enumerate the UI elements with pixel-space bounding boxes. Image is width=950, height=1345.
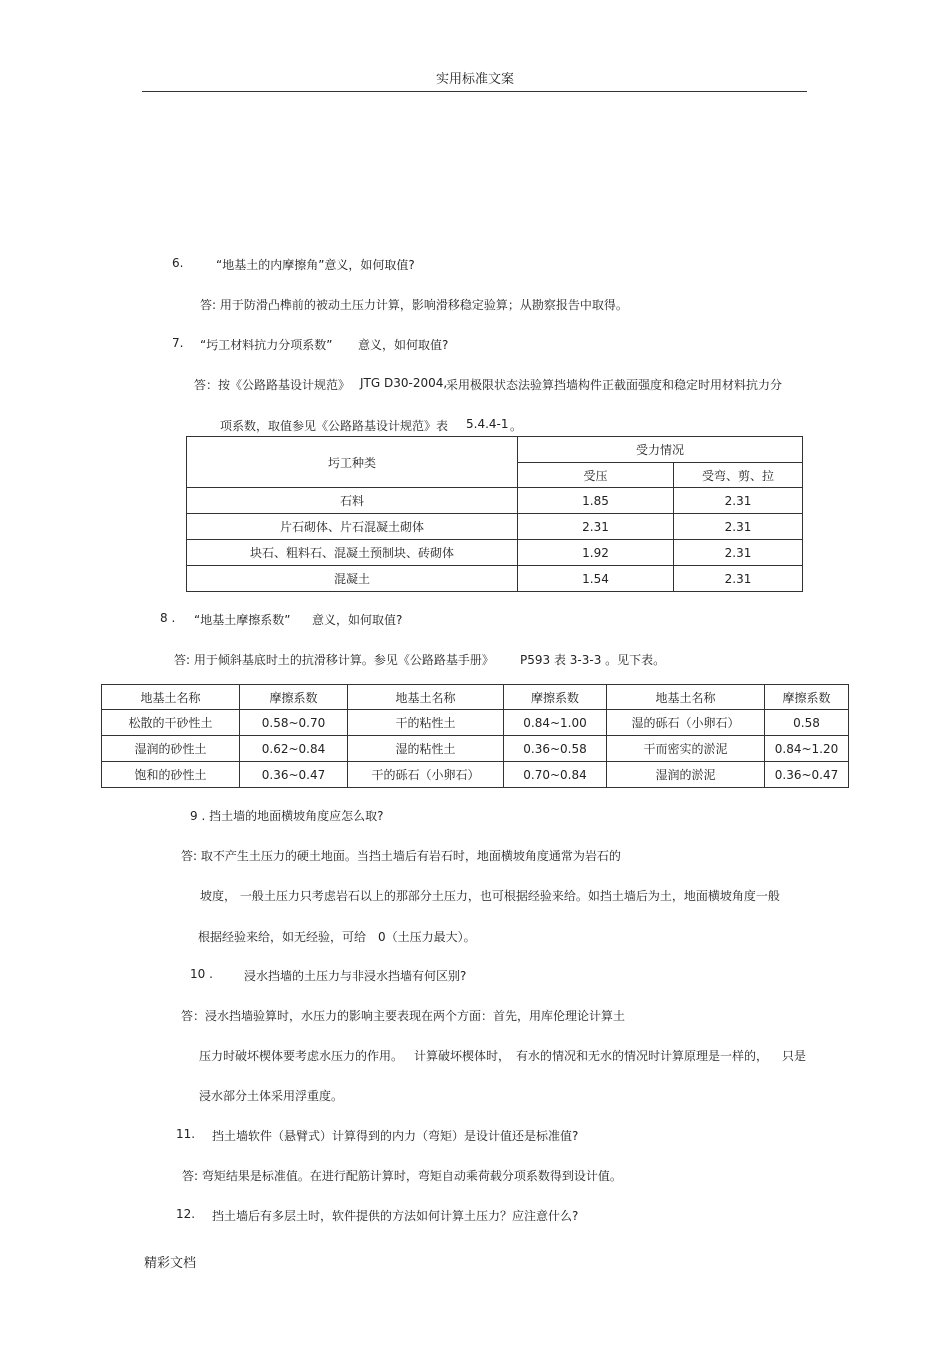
soil-name-cell: 饱和的砂性土 bbox=[102, 762, 240, 788]
q10-answer-line2c: 有水的情况和无水的情况时计算原理是一样的， bbox=[516, 1049, 769, 1063]
soil-name-cell: 湿的砾石（小卵石） bbox=[607, 710, 765, 736]
q9-answer-line1: 答: 取不产生土压力的硬土地面。当挡土墙后有岩石时，地面横坡角度通常为岩石的 bbox=[181, 849, 621, 863]
table-header-soil-name: 地基土名称 bbox=[102, 685, 240, 710]
table-header-load-condition: 受力情况 bbox=[518, 437, 803, 463]
soil-name-cell: 湿润的淤泥 bbox=[607, 762, 765, 788]
table-header-soil-name: 地基土名称 bbox=[607, 685, 765, 710]
q7-answer-line2c: 。 bbox=[510, 419, 523, 433]
friction-value-cell: 0.36~0.47 bbox=[765, 762, 849, 788]
friction-value-cell: 0.58~0.70 bbox=[240, 710, 348, 736]
masonry-type-cell: 块石、粗料石、混凝土预制块、砖砌体 bbox=[187, 540, 518, 566]
q6-question: “地基土的内摩擦角”意义，如何取值? bbox=[216, 258, 415, 272]
q8-answer-b: P593 表 3-3-3 。见下表。 bbox=[520, 653, 666, 667]
q7-question-a: “圬工材料抗力分项系数” bbox=[200, 338, 333, 352]
soil-name-cell: 干的砾石（小卵石） bbox=[348, 762, 504, 788]
soil-name-cell: 湿的粘性土 bbox=[348, 736, 504, 762]
bending-value-cell: 2.31 bbox=[674, 566, 803, 592]
bending-value-cell: 2.31 bbox=[674, 540, 803, 566]
q10-answer-line2a: 压力时破坏楔体要考虑水压力的作用。 bbox=[199, 1049, 404, 1063]
table-row bbox=[102, 762, 849, 788]
friction-coefficient-table bbox=[101, 684, 849, 788]
compression-value-cell: 2.31 bbox=[518, 514, 674, 540]
q9-answer-line2: 坡度， 一般土压力只考虑岩石以上的那部分土压力，也可根据经验来给。如挡土墙后为土，地面横坡角度一般 bbox=[200, 889, 780, 903]
q10-answer-line2b: 计算破坏楔体时， bbox=[414, 1049, 511, 1063]
friction-value-cell: 0.36~0.47 bbox=[240, 762, 348, 788]
q9-question: 9 . 挡土墙的地面横坡角度应怎么取? bbox=[190, 809, 384, 823]
q8-question-b: 意义，如何取值? bbox=[312, 613, 403, 627]
q8-question-a: “地基土摩擦系数” bbox=[194, 613, 291, 627]
compression-value-cell: 1.85 bbox=[518, 488, 674, 514]
q7-answer-line2a: 项系数，取值参见《公路路基设计规范》表 bbox=[220, 419, 449, 433]
friction-value-cell: 0.62~0.84 bbox=[240, 736, 348, 762]
q10-answer-line3: 浸水部分土体采用浮重度。 bbox=[199, 1089, 344, 1103]
soil-name-cell: 干的粘性土 bbox=[348, 710, 504, 736]
table-header-friction: 摩擦系数 bbox=[504, 685, 607, 710]
soil-name-cell: 松散的干砂性土 bbox=[102, 710, 240, 736]
q11-number: 11. bbox=[176, 1127, 196, 1141]
friction-value-cell: 0.58 bbox=[765, 710, 849, 736]
table-header-masonry-type: 圬工种类 bbox=[187, 437, 518, 488]
table-header-friction: 摩擦系数 bbox=[240, 685, 348, 710]
q12-number: 12. bbox=[176, 1207, 196, 1221]
q7-answer-line1c: 采用极限状态法验算挡墙构件正截面强度和稳定时用材料抗力分 bbox=[446, 378, 783, 392]
q8-number: 8 . bbox=[160, 611, 176, 625]
q10-answer-line2d: 只是 bbox=[782, 1049, 807, 1063]
compression-value-cell: 1.54 bbox=[518, 566, 674, 592]
q7-answer-line2b: 5.4.4-1 bbox=[466, 417, 509, 431]
q6-answer: 答: 用于防滑凸榫前的被动土压力计算，影响滑移稳定验算；从勘察报告中取得。 bbox=[200, 298, 628, 312]
masonry-type-cell: 石料 bbox=[187, 488, 518, 514]
q8-answer-a: 答: 用于倾斜基底时土的抗滑移计算。参见《公路路基手册》 bbox=[174, 653, 494, 667]
masonry-type-cell: 片石砌体、片石混凝土砌体 bbox=[187, 514, 518, 540]
friction-value-cell: 0.70~0.84 bbox=[504, 762, 607, 788]
header-rule bbox=[142, 91, 807, 92]
q11-answer: 答: 弯矩结果是标准值。在进行配筋计算时，弯矩自动乘荷载分项系数得到设计值。 bbox=[182, 1169, 622, 1183]
table-row bbox=[102, 736, 849, 762]
q11-question: 挡土墙软件（悬臂式）计算得到的内力（弯矩）是设计值还是标准值? bbox=[212, 1129, 579, 1143]
q7-answer-line1b: JTG D30-2004, bbox=[360, 376, 448, 390]
q9-answer-line3a: 根据经验来给，如无经验，可给 bbox=[198, 930, 367, 944]
q10-question: 浸水挡墙的土压力与非浸水挡墙有何区别? bbox=[244, 969, 467, 983]
q7-question-b: 意义，如何取值? bbox=[358, 338, 449, 352]
soil-name-cell: 湿润的砂性土 bbox=[102, 736, 240, 762]
table-header-friction: 摩擦系数 bbox=[765, 685, 849, 710]
q6-number: 6. bbox=[172, 256, 184, 270]
table-header-bending: 受弯、剪、拉 bbox=[674, 463, 803, 488]
q9-answer-line3b: 0（土压力最大）。 bbox=[378, 930, 476, 944]
table-row bbox=[187, 488, 803, 514]
page-footer: 精彩文档 bbox=[144, 1256, 197, 1271]
q10-answer-line1: 答：浸水挡墙验算时，水压力的影响主要表现在两个方面：首先，用库伦理论计算土 bbox=[181, 1009, 626, 1023]
friction-value-cell: 0.36~0.58 bbox=[504, 736, 607, 762]
bending-value-cell: 2.31 bbox=[674, 514, 803, 540]
masonry-type-cell: 混凝土 bbox=[187, 566, 518, 592]
compression-value-cell: 1.92 bbox=[518, 540, 674, 566]
page-header: 实用标准文案 bbox=[435, 72, 514, 87]
friction-value-cell: 0.84~1.20 bbox=[765, 736, 849, 762]
table-header-soil-name: 地基土名称 bbox=[348, 685, 504, 710]
q10-number: 10 . bbox=[190, 967, 213, 981]
table-row bbox=[187, 566, 803, 592]
masonry-factor-table bbox=[186, 436, 803, 592]
bending-value-cell: 2.31 bbox=[674, 488, 803, 514]
table-header-compression: 受压 bbox=[518, 463, 674, 488]
friction-value-cell: 0.84~1.00 bbox=[504, 710, 607, 736]
table-row bbox=[102, 710, 849, 736]
table-row bbox=[187, 540, 803, 566]
soil-name-cell: 干而密实的淤泥 bbox=[607, 736, 765, 762]
q7-answer-line1a: 答：按《公路路基设计规范》 bbox=[194, 378, 351, 392]
table-row bbox=[187, 514, 803, 540]
q7-number: 7. bbox=[172, 336, 184, 350]
q12-question: 挡土墙后有多层土时，软件提供的方法如何计算土压力？应注意什么? bbox=[212, 1209, 579, 1223]
